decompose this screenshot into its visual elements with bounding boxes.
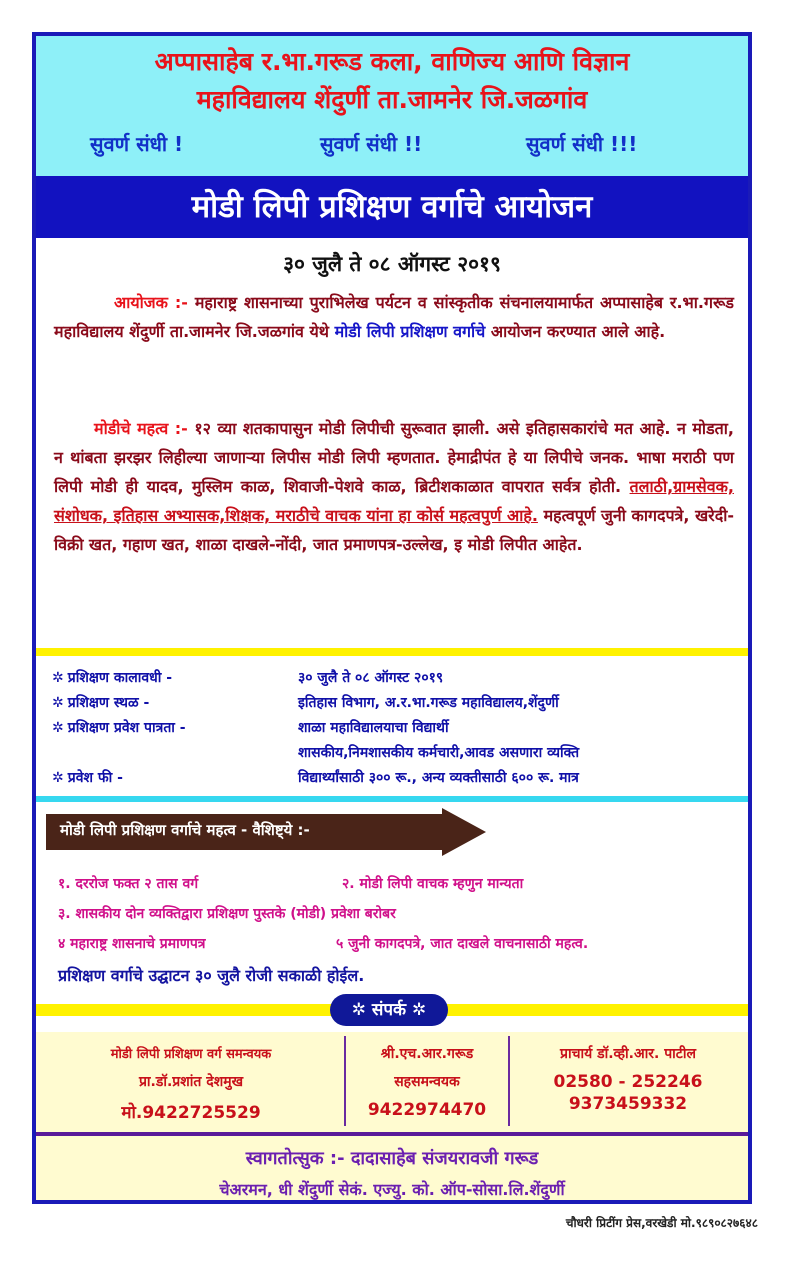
printer-credit: चौधरी प्रिटींग प्रेस,वरखेडी मो.९८९०८२७६४८	[565, 1216, 758, 1230]
coordinator-phone: मो.9422725529	[121, 1103, 261, 1123]
header	[36, 36, 748, 176]
principal-name: प्राचार्य डॉ.व्ही.आर. पाटील	[560, 1046, 696, 1062]
welcome-host: स्वागतोत्सुक :- दादासाहेब संजयरावजी गरूड	[245, 1148, 539, 1169]
feature-3: ३. शासकीय दोन व्यक्तिद्वारा प्रशिक्षण पुस्तके (मोडी) प्रवेशा बरोबर	[58, 906, 396, 922]
detail-label-venue: ✲ प्रशिक्षण स्थळ -	[52, 695, 150, 711]
co-coordinator-role: सहसमन्वयक	[394, 1074, 460, 1090]
importance-label: मोडीचे महत्व :-	[94, 419, 188, 438]
chairman-line: चेअरमन, धी शेंदुर्णी सेकं. एज्यु. को. ऑप-सोसा.लि.शेंदुर्णी	[219, 1180, 565, 1199]
co-coordinator-name: श्री.एच.आर.गरूड	[380, 1046, 474, 1062]
college-name-line1: अप्पासाहेब र.भा.गरूड कला, वाणिज्य आणि विज्ञान	[154, 47, 630, 76]
contact-badge: ✲ संपर्क ✲	[330, 994, 448, 1026]
contact-divider-1	[344, 1036, 346, 1126]
contact-title: संपर्क	[371, 1000, 407, 1020]
detail-label-eligibility: ✲ प्रशिक्षण प्रवेश पात्रता -	[52, 720, 186, 736]
cyan-band	[36, 796, 748, 802]
golden-chance-2: सुवर्ण संधी !!	[320, 132, 423, 156]
contact-divider-2	[508, 1036, 510, 1126]
importance-underlined: तलाठी,ग्रामसेवक, संशोधक, इतिहास अभ्यासक,शिक्षक, मराठीचे वाचक यांना हा कोर्स महत्वपुर्ण आहे.	[54, 477, 734, 525]
feature-5: ५ जुनी कागदपत्रे, जात दाखले वाचनासाठी महत्व.	[336, 936, 589, 952]
co-coordinator-phone: 9422974470	[367, 1100, 487, 1120]
importance-text-b: महत्वपूर्ण जुनी कागदपत्रे, खरेदी-विक्री खत, गहाण खत, शाळा दाखले-नोंदी, जात प्रमाणपत्र-उल्लेख, इ मोडी लिपीत आहेत.	[54, 506, 734, 554]
feature-1: १. दररोज फक्त २ तास वर्ग	[58, 876, 199, 892]
features-title: मोडी लिपी प्रशिक्षण वर्गाचे महत्व - वैशिष्ट्ये :-	[60, 821, 310, 839]
importance-paragraph	[54, 414, 734, 559]
importance-text-a: १२ व्या शतकापासुन मोडी लिपीची सुरूवात झाली. असे इतिहासकारांचे मत आहे. न मोडता, न थांबता झरझर लिहील्या जाणाऱ्या लिपीस मोडी लिपी म्हणतात. हेमाद्रीपंत हे या लिपीचे जनक. भाषा मराठी पण लिपी मोडी ही यादव, मुस्लिम काळ, शिवाजी-पेशवे काळ, ब्रिटीशकाळात वापरात सर्वत्र होती.	[54, 419, 734, 496]
organizer-highlight: मोडी लिपी प्रशिक्षण वर्गाचे	[334, 322, 486, 341]
feature-4: ४ महाराष्ट्र शासनाचे प्रमाणपत्र	[58, 936, 206, 952]
college-name-line2: महाविद्यालय शेंदुर्णी ता.जामनेर जि.जळगांव	[196, 85, 588, 114]
coordinator-name: प्रा.डॉ.प्रशांत देशमुख	[138, 1074, 244, 1090]
detail-value-venue: इतिहास विभाग, अ.र.भा.गरूड महाविद्यालय,शेंदुर्णी	[298, 695, 559, 711]
asterisk-icon: ✲	[52, 720, 64, 736]
detail-value-eligibility-2: शासकीय,निमशासकीय कर्मचारी,आवड असणारा व्यक्ति	[298, 745, 580, 761]
golden-chance-1: सुवर्ण संधी !	[90, 132, 184, 156]
organizer-paragraph	[54, 288, 734, 346]
yellow-band-top	[36, 648, 748, 656]
principal-phone-2: 9373459332	[568, 1094, 688, 1114]
organizer-text-b: आयोजन करण्यात आले आहे.	[490, 322, 666, 341]
asterisk-icon: ✲	[52, 770, 64, 786]
asterisk-icon: ✲	[52, 695, 64, 711]
detail-label-fee: ✲ प्रवेश फी -	[52, 770, 123, 786]
feature-2: २. मोडी लिपी वाचक म्हणुन मान्यता	[342, 876, 524, 892]
detail-value-eligibility: शाळा महाविद्यालयाचा विद्यार्थी	[298, 720, 449, 736]
organizer-label: आयोजक :-	[114, 293, 188, 312]
coordinator-role: मोडी लिपी प्रशिक्षण वर्ग समन्वयक	[110, 1047, 272, 1062]
golden-chance-3: सुवर्ण संधी !!!	[526, 132, 638, 156]
asterisk-icon: ✲	[52, 670, 64, 686]
date-title: ३० जुलै ते ०८ ऑगस्ट २०१९	[283, 252, 501, 276]
title-banner: मोडी लिपी प्रशिक्षण वर्गाचे आयोजन	[36, 176, 748, 238]
detail-value-duration: ३० जुलै ते ०८ ऑगस्ट २०१९	[298, 670, 444, 686]
poster	[32, 32, 752, 1204]
organizer-text-a: महाराष्ट्र शासनाच्या पुराभिलेख पर्यटन व सांस्कृतीक संचनालयामार्फत अप्पासाहेब र.भा.गरूड महाविद्यालय शेंदुर्णी ता.जामनेर जि.जळगांव येथे	[54, 293, 734, 341]
inauguration-text: प्रशिक्षण वर्गाचे उद्घाटन ३० जुलै रोजी सकाळी होईल.	[58, 966, 365, 985]
detail-label-duration: ✲ प्रशिक्षण कालावधी -	[52, 670, 173, 686]
principal-phone-1: 02580 - 252246	[553, 1072, 703, 1092]
detail-value-fee: विद्यार्थ्यांसाठी ३०० रू., अन्य व्यक्तीसाठी ६०० रू. मात्र	[298, 770, 579, 786]
